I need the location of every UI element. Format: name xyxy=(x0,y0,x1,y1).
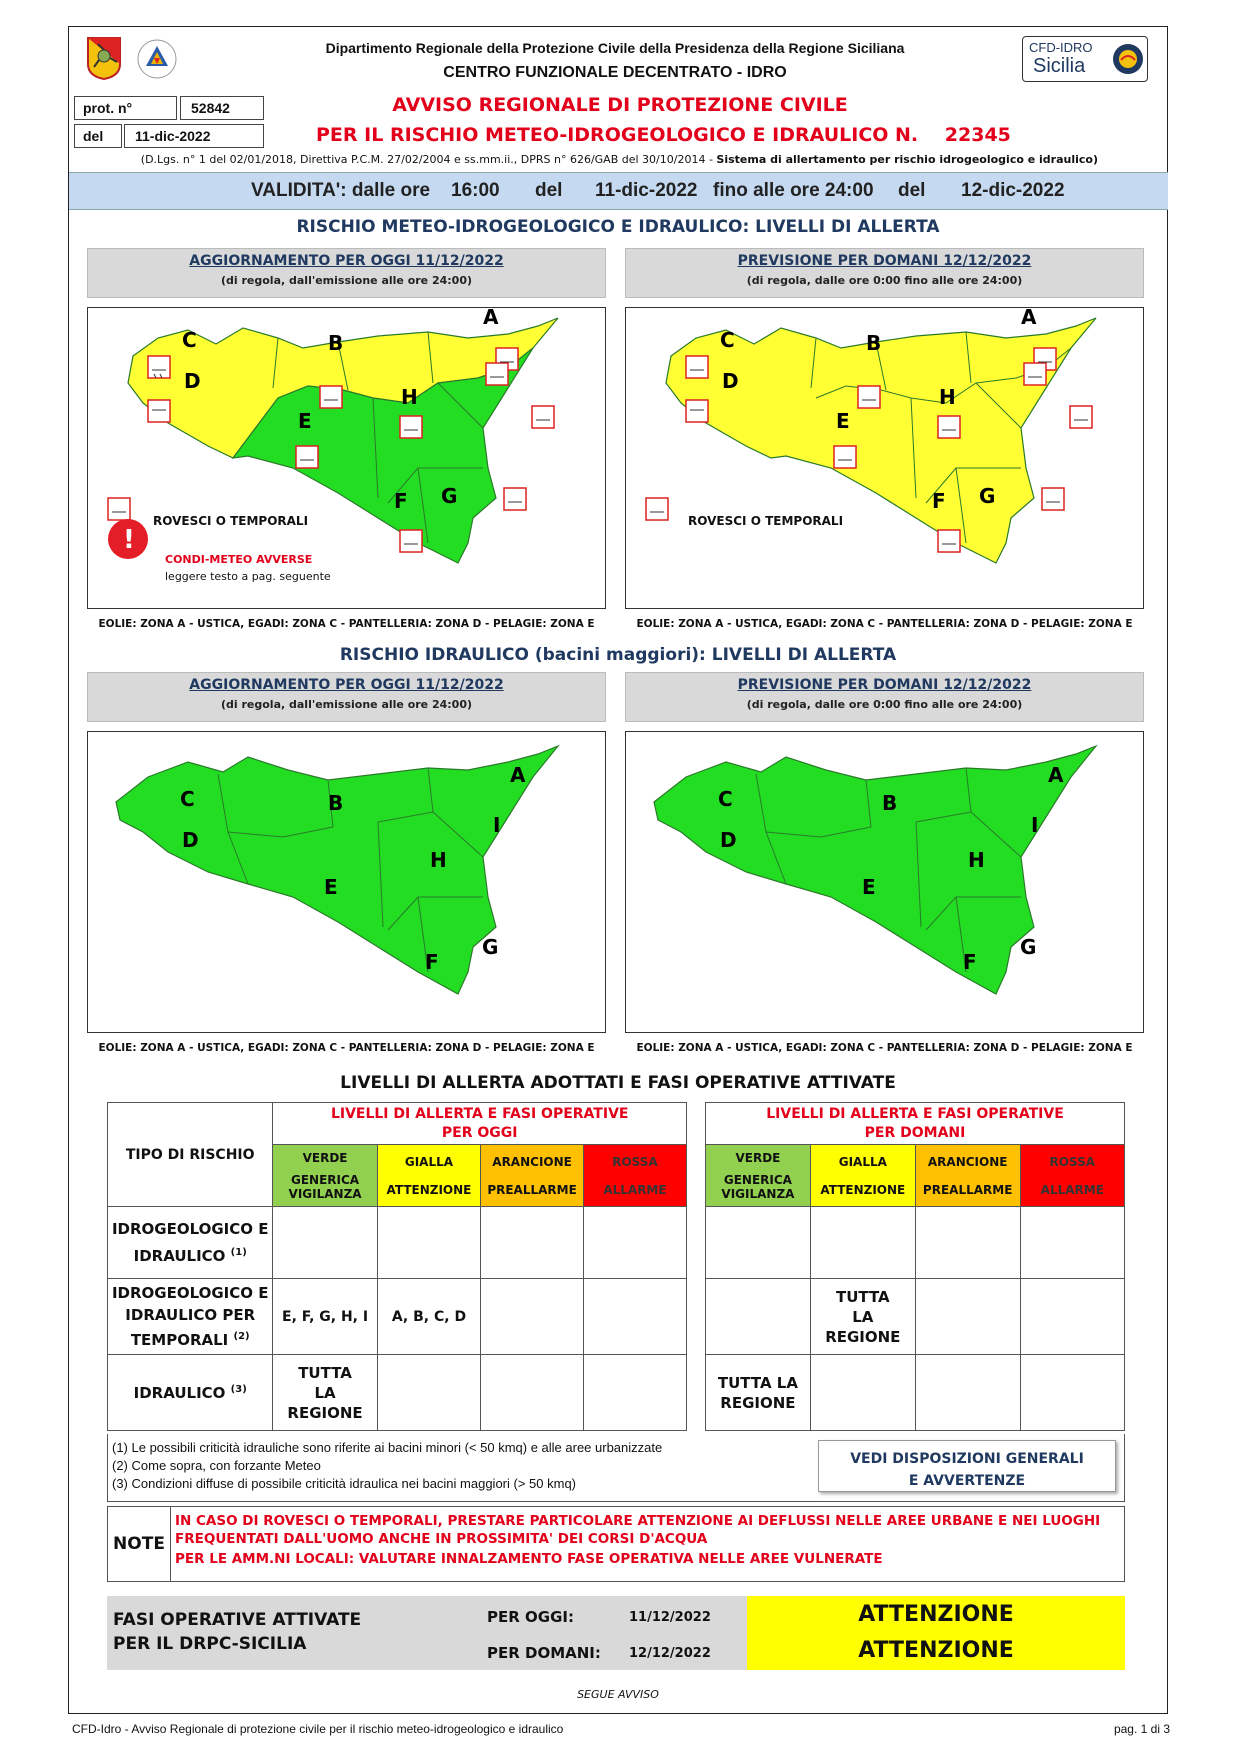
segue-avviso: SEGUE AVVISO xyxy=(577,1688,659,1701)
fasi-operative-box xyxy=(107,1596,1125,1670)
rossa-phase: ALLARME xyxy=(603,1182,667,1197)
panel-today-subtitle-2: (di regola, dall'emissione alle ore 24:00) xyxy=(220,698,473,711)
zone-e-label: E xyxy=(298,409,312,433)
row2-oggi-verde xyxy=(273,1279,377,1355)
row2-oggi-gialla xyxy=(377,1279,481,1355)
prot-value-box xyxy=(180,96,264,120)
row3-domani-gialla xyxy=(810,1355,915,1431)
svg-text:A: A xyxy=(1048,763,1064,787)
row2-oggi-rossa xyxy=(583,1279,686,1355)
footnote-1: (1) Le possibili criticità idrauliche sono riferite ai bacini minori (< 50 kmq) e alle aree urbanizzate xyxy=(112,1440,663,1455)
note-label: NOTE xyxy=(108,1507,171,1581)
oggi-header-line2: PER OGGI xyxy=(441,1124,518,1141)
zone-h-label: H xyxy=(401,385,418,409)
svg-text:D: D xyxy=(720,828,737,852)
row1-text: IDROGEOLOGICO E IDRAULICO xyxy=(111,1220,269,1265)
row1-oggi-rossa xyxy=(583,1207,686,1279)
legend-storm-label: ROVESCI O TEMPORALI xyxy=(153,514,309,528)
domani-header xyxy=(706,1103,1125,1145)
row3-oggi-rossa xyxy=(583,1355,686,1431)
validity-bar xyxy=(69,172,1168,210)
svg-text:C: C xyxy=(718,787,733,811)
verde-phase-d: GENERICA VIGILANZA xyxy=(721,1172,795,1201)
panel-tomorrow-title-2: PREVISIONE PER DOMANI 12/12/2022 xyxy=(737,677,1032,693)
zone-e-label: E xyxy=(836,409,850,433)
svg-text:C: C xyxy=(180,787,195,811)
cfd-logo-line1: CFD-IDRO xyxy=(1029,40,1093,55)
validity-from-date: 11-dic-2022 xyxy=(595,180,698,201)
legend-condi-sub: leggere testo a pag. seguente xyxy=(165,570,331,583)
map-idraulico-today xyxy=(87,731,606,1033)
fasi-domani-date: 12/12/2022 xyxy=(629,1646,711,1661)
panel-tomorrow-subtitle: (di regola, dalle ore 0:00 fino alle ore 24:00) xyxy=(746,274,1023,287)
panel-tomorrow-title: PREVISIONE PER DOMANI 12/12/2022 xyxy=(737,253,1032,269)
section1-title: RISCHIO METEO-IDROGEOLOGICO E IDRAULICO: LIVELLI DI ALLERTA xyxy=(296,217,940,237)
map-meteo-today xyxy=(87,307,606,609)
avviso-subtitle xyxy=(270,124,1060,146)
map-note-today-2: EOLIE: ZONA A - USTICA, EGADI: ZONA C - PANTELLERIA: ZONA D - PELAGIE: ZONA E xyxy=(98,1042,595,1054)
validity-until: fino alle ore 24:00 xyxy=(713,180,874,201)
panel-today-header xyxy=(87,248,606,298)
row2-oggi-arancione xyxy=(481,1279,584,1355)
map-note-today-1: EOLIE: ZONA A - USTICA, EGADI: ZONA C - PANTELLERIA: ZONA D - PELAGIE: ZONA E xyxy=(98,618,595,630)
row1-domani-rossa xyxy=(1020,1207,1124,1279)
note-box xyxy=(107,1506,1125,1582)
verde-phase: GENERICA VIGILANZA xyxy=(288,1172,362,1201)
panel-tomorrow-header-2 xyxy=(625,672,1144,722)
row2-text: IDROGEOLOGICO E IDRAULICO PER TEMPORALI xyxy=(111,1284,269,1349)
legal-refs-text: (D.Lgs. n° 1 del 02/01/2018, Direttiva P.C.M. 27/02/2004 e ss.mm.ii., DPRS n° 626/GAB del 30/10/2014 - xyxy=(140,153,713,166)
row3-domani-verde-text: TUTTA LA REGIONE xyxy=(717,1373,798,1412)
zone-a-label: A xyxy=(1021,308,1037,329)
fasi-values-box xyxy=(747,1596,1125,1670)
arancione-name-d: ARANCIONE xyxy=(927,1154,1008,1169)
map-idraulico-tomorrow xyxy=(625,731,1144,1033)
svg-text:B: B xyxy=(882,791,898,815)
avviso-subtitle-text: PER IL RISCHIO METEO-IDROGEOLOGICO E IDRAULICO N. xyxy=(316,124,919,146)
verde-name-d: VERDE xyxy=(735,1150,781,1165)
map-note-tomorrow-1: EOLIE: ZONA A - USTICA, EGADI: ZONA C - PANTELLERIA: ZONA D - PELAGIE: ZONA E xyxy=(636,618,1133,630)
tipo-di-rischio-header xyxy=(108,1103,273,1207)
levels-table-domani xyxy=(705,1102,1125,1431)
level-rossa-domani xyxy=(1020,1145,1124,1207)
svg-text:E: E xyxy=(862,875,876,899)
domani-header-line1: LIVELLI DI ALLERTA E FASI OPERATIVE xyxy=(766,1105,1064,1122)
row1-domani-verde xyxy=(706,1207,811,1279)
fasi-oggi-date: 11/12/2022 xyxy=(629,1610,711,1625)
tipo-text: TIPO DI RISCHIO xyxy=(125,1146,255,1163)
row3-oggi-gialla xyxy=(377,1355,481,1431)
row2-oggi-verde-text: E, F, G, H, I xyxy=(282,1308,369,1325)
row1-domani-arancione xyxy=(915,1207,1020,1279)
map-note-tomorrow-2: EOLIE: ZONA A - USTICA, EGADI: ZONA C - PANTELLERIA: ZONA D - PELAGIE: ZONA E xyxy=(636,1042,1133,1054)
cfd-globe-icon xyxy=(1111,42,1145,76)
row3-domani-rossa xyxy=(1020,1355,1124,1431)
row3-domani-verde xyxy=(706,1355,811,1431)
arancione-phase-d: PREALLARME xyxy=(922,1182,1013,1197)
fasi-label1: FASI OPERATIVE ATTIVATE xyxy=(113,1610,362,1630)
row3-domani-arancione xyxy=(915,1355,1020,1431)
cfd-logo-line2: Sicilia xyxy=(1033,55,1086,77)
domani-header-line2: PER DOMANI xyxy=(864,1124,966,1141)
zone-d-label: D xyxy=(184,369,201,393)
oggi-header-line1: LIVELLI DI ALLERTA E FASI OPERATIVE xyxy=(330,1105,629,1122)
zone-g-label: G xyxy=(979,484,996,508)
level-arancione-domani xyxy=(915,1145,1020,1207)
row2-domani-gialla-text: TUTTA LA REGIONE xyxy=(825,1287,901,1346)
row1-sup: (1) xyxy=(230,1247,247,1258)
rossa-name-d: ROSSA xyxy=(1049,1154,1096,1169)
level-verde-oggi xyxy=(273,1145,377,1207)
prot-label-box xyxy=(74,96,177,120)
svg-text:G: G xyxy=(1020,935,1037,959)
level-gialla-oggi xyxy=(377,1145,481,1207)
del-label: del xyxy=(83,128,104,144)
zone-g-label: G xyxy=(441,484,458,508)
validity-del1: del xyxy=(535,180,563,201)
row3-oggi-arancione xyxy=(481,1355,584,1431)
del-value-box xyxy=(124,124,264,148)
panel-tomorrow-subtitle-2: (di regola, dalle ore 0:00 fino alle ore 24:00) xyxy=(746,698,1023,711)
gialla-name: GIALLA xyxy=(404,1154,454,1169)
sicily-map-meteo-tomorrow xyxy=(626,308,1144,609)
page-footer-right: pag. 1 di 3 xyxy=(1113,1722,1170,1736)
del-label-box xyxy=(74,124,122,148)
section3-title: LIVELLI DI ALLERTA ADOTTATI E FASI OPERATIVE ATTIVATE xyxy=(340,1073,896,1093)
fasi-oggi-value: ATTENZIONE xyxy=(858,1602,1014,1627)
row2-sup: (2) xyxy=(233,1331,250,1342)
legal-refs-bold: Sistema di allertamento per rischio idrogeologico e idraulico) xyxy=(716,153,1098,166)
section2-title: RISCHIO IDRAULICO (bacini maggiori): LIVELLI DI ALLERTA xyxy=(339,645,897,665)
fasi-domani-value: ATTENZIONE xyxy=(858,1638,1014,1663)
protezione-civile-logo xyxy=(132,38,182,80)
zone-d-label: D xyxy=(722,369,739,393)
zone-c-label: C xyxy=(182,328,197,352)
note-line2: FREQUENTATI DALL'UOMO ANCHE IN PROSSIMITA' DEI CORSI D'ACQUA xyxy=(175,1531,708,1547)
note-line3: PER LE AMM.NI LOCALI: VALUTARE INNALZAMENTO FASE OPERATIVA NELLE AREE VULNERATE xyxy=(175,1551,883,1567)
level-verde-domani xyxy=(706,1145,811,1207)
legend-condi-title: CONDI-METEO AVVERSE xyxy=(165,553,313,566)
disposizioni-line1: VEDI DISPOSIZIONI GENERALI xyxy=(850,1451,1084,1467)
panel-today-title-2: AGGIORNAMENTO PER OGGI 11/12/2022 xyxy=(189,677,504,693)
row3-oggi-verde-text: TUTTA LA REGIONE xyxy=(287,1363,363,1422)
svg-text:F: F xyxy=(425,950,439,974)
row3-oggi-verde xyxy=(273,1355,377,1431)
rossa-phase-d: ALLARME xyxy=(1040,1182,1104,1197)
svg-text:H: H xyxy=(430,848,447,872)
panel-today-header-2 xyxy=(87,672,606,722)
panel-tomorrow-header xyxy=(625,248,1144,298)
map-meteo-tomorrow xyxy=(625,307,1144,609)
prot-label: prot. n° xyxy=(83,100,133,116)
svg-text:H: H xyxy=(968,848,985,872)
avviso-number: 22345 xyxy=(944,124,1011,146)
fasi-oggi-label: PER OGGI: xyxy=(487,1608,574,1626)
vedi-disposizioni-button[interactable] xyxy=(818,1440,1116,1492)
rossa-name: ROSSA xyxy=(612,1154,658,1169)
validity-label: VALIDITA': dalle ore xyxy=(251,180,431,201)
svg-text:F: F xyxy=(963,950,977,974)
row3-text: IDRAULICO xyxy=(133,1383,226,1402)
level-rossa-oggi xyxy=(583,1145,686,1207)
level-arancione-oggi xyxy=(481,1145,584,1207)
row1-oggi-verde xyxy=(273,1207,377,1279)
validity-to-date: 12-dic-2022 xyxy=(961,180,1065,201)
zone-a-label: A xyxy=(483,308,499,329)
svg-text:A: A xyxy=(510,763,526,787)
svg-text:I: I xyxy=(493,813,501,837)
zone-h-label: H xyxy=(939,385,956,409)
legal-refs xyxy=(70,153,1168,166)
row2-domani-rossa xyxy=(1020,1279,1124,1355)
zone-b-label: B xyxy=(866,331,882,355)
row2-oggi-gialla-text: A, B, C, D xyxy=(391,1308,467,1325)
row2-domani-arancione xyxy=(915,1279,1020,1355)
verde-name: VERDE xyxy=(302,1150,348,1165)
panel-today-title: AGGIORNAMENTO PER OGGI 11/12/2022 xyxy=(189,253,504,269)
zone-b-label: B xyxy=(328,331,344,355)
page-footer-left: CFD-Idro - Avviso Regionale di protezione civile per il rischio meteo-idrogeologico e idraulico xyxy=(72,1722,564,1736)
validity-del2: del xyxy=(898,180,926,201)
del-value: 11-dic-2022 xyxy=(135,128,211,144)
row1-domani-gialla xyxy=(810,1207,915,1279)
legend-storm-label-tomorrow: ROVESCI O TEMPORALI xyxy=(688,514,844,528)
zone-f-label: F xyxy=(932,489,946,513)
centro-funzionale-name: CENTRO FUNZIONALE DECENTRATO - IDRO xyxy=(443,64,787,81)
cfd-idro-logo xyxy=(1022,36,1148,82)
gialla-phase: ATTENZIONE xyxy=(386,1182,472,1197)
levels-table-oggi xyxy=(107,1102,687,1431)
note-line1: IN CASO DI ROVESCI O TEMPORALI, PRESTARE PARTICOLARE ATTENZIONE AI DEFLUSSI NELLE AREE URBANE E NEI LUOGHI xyxy=(175,1513,1101,1529)
department-name: Dipartimento Regionale della Protezione Civile della Presidenza della Regione Siciliana xyxy=(325,40,905,56)
svg-text:D: D xyxy=(182,828,199,852)
prot-value: 52842 xyxy=(191,100,230,116)
row1-label xyxy=(108,1207,273,1279)
fasi-label2: PER IL DRPC-SICILIA xyxy=(113,1634,307,1654)
fasi-domani-label: PER DOMANI: xyxy=(487,1644,601,1662)
svg-text:B: B xyxy=(328,791,344,815)
row3-sup: (3) xyxy=(230,1383,247,1395)
zone-c-label: C xyxy=(720,328,735,352)
svg-text:G: G xyxy=(482,935,499,959)
svg-text:E: E xyxy=(324,875,338,899)
sicily-emblem-logo xyxy=(86,36,122,80)
zone-f-label: F xyxy=(394,489,408,513)
svg-text:I: I xyxy=(1031,813,1039,837)
row2-domani-verde xyxy=(706,1279,811,1355)
row3-label xyxy=(108,1355,273,1431)
footnote-3: (3) Condizioni diffuse di possibile criticità idraulica nei bacini maggiori (> 50 kmq) xyxy=(112,1476,577,1491)
avviso-title: AVVISO REGIONALE DI PROTEZIONE CIVILE xyxy=(392,94,848,116)
row2-label xyxy=(108,1279,273,1355)
validity-from-time: 16:00 xyxy=(451,180,500,201)
gialla-phase-d: ATTENZIONE xyxy=(820,1182,906,1197)
sicily-map-idraulico-today xyxy=(88,732,606,1033)
arancione-phase: PREALLARME xyxy=(487,1182,577,1197)
panel-today-subtitle: (di regola, dall'emissione alle ore 24:00) xyxy=(220,274,473,287)
gialla-name-d: GIALLA xyxy=(838,1154,887,1169)
row2-domani-gialla xyxy=(810,1279,915,1355)
disposizioni-line2: E AVVERTENZE xyxy=(908,1473,1026,1489)
level-gialla-domani xyxy=(810,1145,915,1207)
oggi-header xyxy=(273,1103,687,1145)
row1-oggi-arancione xyxy=(481,1207,584,1279)
exclam-mark: ! xyxy=(123,525,135,555)
arancione-name: ARANCIONE xyxy=(492,1154,572,1169)
footnote-2: (2) Come sopra, con forzante Meteo xyxy=(112,1458,321,1473)
sicily-map-idraulico-tomorrow xyxy=(626,732,1144,1033)
row1-oggi-gialla xyxy=(377,1207,481,1279)
